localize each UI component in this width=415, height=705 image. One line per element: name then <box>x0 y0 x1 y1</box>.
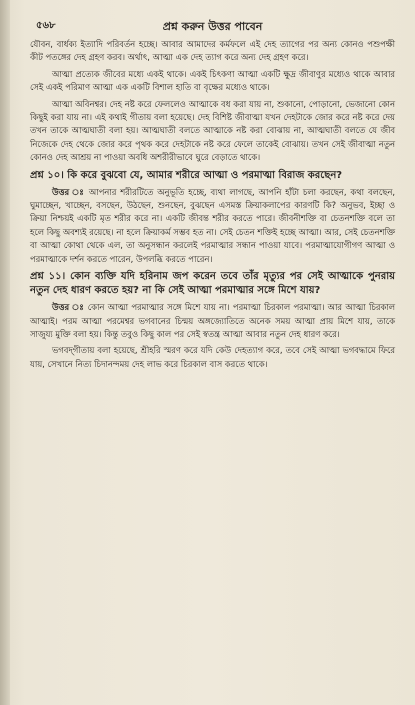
paragraph-soul-indestructible: আত্মা অবিনশ্বর। দেহ নষ্ট করে ফেললেও আত্মাকে বধ করা যায় না, শুকানো, পোড়ানো, ভেজানো কোন কিছুই করা যায় না। এই কথাই গীতায় বলা হয়েছে। দেহ বিশিষ্ট জীবাত্মা যখন দেহটাকে জোর করে নষ্ট করে দেয় তখন তাকে আত্মঘাতী বলা হয়। আত্মঘাতী বলতে আত্মাকে নষ্ট করা বোঝায় না, আত্মঘাতী বলতে যে জীব নিজেকে দেহ থেকে জোর করে পৃথক করে দেহটাকে নষ্ট করে ফেলে তাকেই বোঝায়। তখন সেই জীবাত্মা নতুন কোনও দেহ আশ্রয় না পাওয়া অবধি অশরীরীভাবে ঘুরে বেড়াতে থাকে। <box>30 98 395 163</box>
page-spine-shadow <box>0 0 10 705</box>
question-10-label: প্রশ্ন ১০। <box>30 169 64 181</box>
paragraph-continuation: যৌবন, বার্ধক্য ইত্যাদি পরিবর্তন হচ্ছে। আবার আমাদের কর্মফলে এই দেহ ত্যাগের পর অন্য কোনও পশুপক্ষী কীট পতঙ্গের দেহ গ্রহণ করব। অর্থাৎ, আত্মা এক দেহ ত্যাগ করে অন্য দেহ গ্রহণ করে। <box>30 39 395 63</box>
page-content <box>30 38 395 371</box>
answer-11-text: কোন আত্মা পরমাত্মার সঙ্গে মিশে যায় না। পরমাত্মা চিরকাল পরমাত্মা। আর আত্মা চিরকাল আত্মাই। পরম আত্মা পরমেশ্বর ভগবানের চিন্ময় অঙ্গজ্যোতিতে অনেক সময় আত্মা প্রায় মিশে যায়, তাকে সাজুয্য মুক্তি বলা হয়। কিন্তু তবুও কিছু কাল পর সেই স্বতন্ত্র আত্মা আবার নতুন দেহ ধারণ করে। <box>30 302 395 339</box>
question-11 <box>30 270 395 298</box>
question-10 <box>30 169 395 183</box>
page-header <box>30 16 395 38</box>
running-title: প্রশ্ন করুন উত্তর পাবেন <box>162 20 263 33</box>
question-11-text: কোন ব্যক্তি যদি হরিনাম জপ করেন তবে তাঁর মৃত্যুর পর সেই আত্মাকে পুনরায় নতুন দেহ ধারণ করতে হয়? না কি সেই আত্মা পরমাত্মার সঙ্গে মিশে যায়? <box>30 271 396 297</box>
answer-11-label: উত্তর ঃ <box>52 302 85 313</box>
answer-10 <box>30 186 395 266</box>
question-11-label: প্রশ্ন ১১। <box>30 271 66 283</box>
answer-10-label: উত্তর ঃ <box>52 186 85 197</box>
page-number: ৫৬৮ <box>36 20 56 31</box>
answer-11-followup: ভগবদ্‌গীতায় বলা হয়েছে, শ্রীহরি স্মরণ করে যদি কেউ দেহত্যাগ করে, তবে সেই আত্মা ভগবদ্ধামে ফিরে যায়, সেখানে নিত্য চিদানন্দময় দেহ লাভ করে চিরকাল বাস করতে থাকে। <box>30 345 395 369</box>
answer-11 <box>30 301 395 341</box>
paragraph-soul-in-all-beings: আত্মা প্রত্যেক জীবের মধ্যে একই থাকে। একই চিৎকণা আত্মা একটি ক্ষুদ্র জীবাণুর মধ্যেও থাকে আবার সেই একই পরিমাণ আত্মা এক একটি বিশাল হাতি বা বৃক্ষের মধ্যেও থাকে। <box>30 68 395 93</box>
question-10-text: কি করে বুঝবো যে, আমার শরীরে আত্মা ও পরমাত্মা বিরাজ করছেন? <box>67 169 343 181</box>
answer-10-text: আপনার শরীরটিতে অনুভূতি হচ্ছে, ব্যথা লাগছে, আপনি হাঁটা চলা করছেন, কথা বলছেন, ঘুমাচ্ছেন, খাচ্ছেন, বসছেন, উঠছেন, শুনছেন, বুঝছেন এসমস্ত ক্রিয়াকলাপের কারণটি কি? অনুভব, ইচ্ছা ও ক্রিয়া নিশ্চয়ই একটি মৃত শরীর করে না। একটি জীবন্ত শরীর করতে পারে। জীবনীশক্তি বা চেতনশক্তি বলে তা হলে কিছু অবশ্যই রয়েছে। না হলে ক্রিয়াকর্ম সম্ভব হত না। সেই চেতন শক্তিই হচ্ছে আত্মা। আর, সেই চেতনশক্তি বা আত্মা কোথা থেকে এল, তা অনুসন্ধান করলেই পরমাত্মার সন্ধান পাওয়া যাবে। পরমাত্মাযোগীগণ আত্মা ও পরমাত্মাকে দর্শন করতে পারেন, উপলব্ধি করতে পারেন। <box>30 186 395 264</box>
